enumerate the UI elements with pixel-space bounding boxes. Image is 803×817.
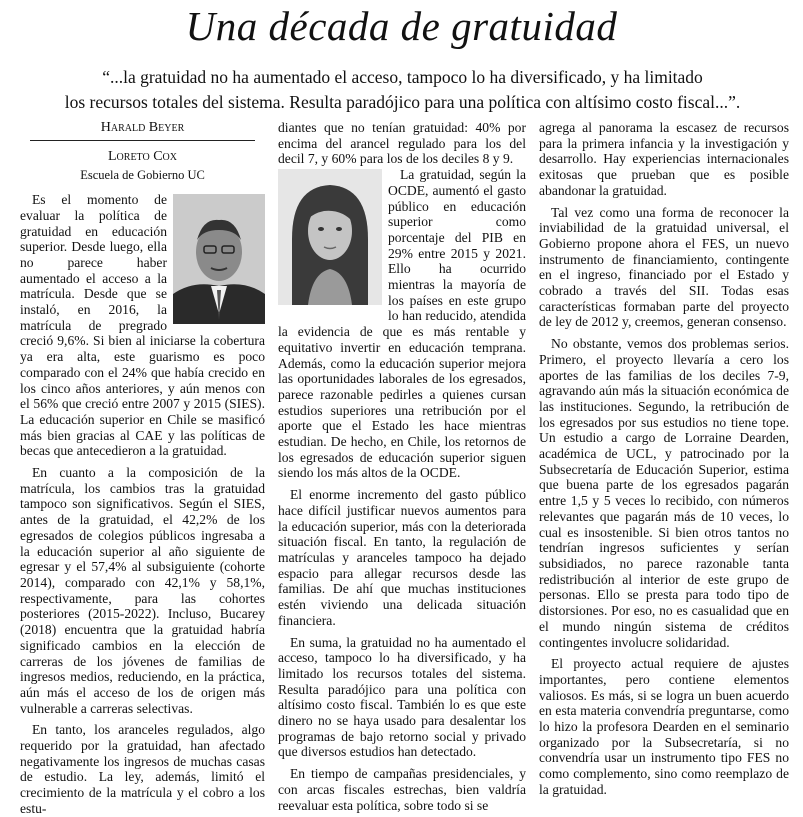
headline: Una década de gratuidad xyxy=(185,3,618,49)
author-photo-cox xyxy=(278,169,382,305)
author-name-1: Harald Beyer xyxy=(100,120,185,135)
paragraph: En cuanto a la composición de la matrícula, los cambios tras la gratuidad tampoco son significativos. Según el SIES, antes de la gratuidad, el 42,2% de los egresados de colegios públicos ingresaba a la educación superior al año siguiente de egresar y el 57,4% al subsiguiente (cohorte 2014), comparado con 42,1% y 58,1%, respectivamente, para las cohortes posteriores (2015-2022). Incluso, Bucarey (2018) encuentra que la gratuidad habría significado cambios en la elección de carreras de los jóvenes de familias de ingresos medios, reduciendo, en la práctica, aún más el acceso de los de origen más vulnerable a carreras selectivas. xyxy=(20,465,265,716)
author-photo-beyer xyxy=(173,194,265,324)
paragraph: En tanto, los aranceles regulados, algo requerido por la gratuidad, han afectado negativamente los ingresos de muchas casas de estudio. La ley, además, limitó el crecimiento de la matrícula y el cobro a los estu- xyxy=(20,722,265,816)
paragraph: Tal vez como una forma de reconocer la inviabilidad de la gratuidad universal, el Gobierno propone ahora el FES, un nuevo instrumento de financiamiento, contingente en el ingreso, financiado por el Estado y cobrado a través del SII. Todas esas características formaban parte del proyecto de ley de 2012 y, creemos, generan consenso. xyxy=(539,204,789,330)
author-name-2: Loreto Cox xyxy=(108,148,177,164)
paragraph: En suma, la gratuidad no ha aumentado el acceso, tampoco lo ha diversificado, y ha limitado los recursos totales del sistema. Resulta paradójico para una política con altísimo costo fiscal. También lo es que este dinero no se haya usado para desalentar los programas de bajo retorno social y privado que diversos estudios han detectado. xyxy=(278,634,526,760)
pull-quote-line-2: los recursos totales del sistema. Resulta paradójico para una política con altísimo costo fiscal...”. xyxy=(64,92,741,112)
column-3 xyxy=(539,120,789,798)
column-2 xyxy=(278,120,526,813)
paragraph: En tiempo de campañas presidenciales, y con arcas fiscales estrechas, bien valdría reevaluar esta política, sobre todo si se xyxy=(278,766,526,813)
column-1 xyxy=(20,120,265,817)
author-divider xyxy=(30,140,255,141)
author-affiliation: Escuela de Gobierno UC xyxy=(80,168,205,183)
pull-quote-line-1: “...la gratuidad no ha aumentado el acceso, tampoco lo ha diversificado, y ha limitado xyxy=(102,67,703,87)
author-photo-cox-image xyxy=(278,169,382,305)
paragraph: Es el momento de evaluar la política de gratuidad en educación superior. Desde luego, ella no parece haber aumentado el acceso a la matrícula. Desde que se instaló, en 2016, la matrícula de pregrado creció 9,6%. Si bien al iniciarse la cobertura ya era alta, este guarismo es poco comparado con el 24% que había crecido en los cinco años anteriores, y aún menos con el 56% que creció entre 2007 y 2015 (SIES). La educación superior en Chile se masificó más bien gracias al CAE y las políticas de becas que antecedieron a la gratuidad. xyxy=(20,192,265,459)
paragraph: La gratuidad, según la OCDE, aumentó el gasto público en educación superior como porcentaje del PIB en 29% entre 2015 y 2021. Ello ha ocurrido mientras la mayoría de los países en este grupo lo han reducido, atendida la evidencia de que es más rentable y equitativo invertir en educación temprana. Además, como la educación superior mejora las oportunidades laborales de los egresados, parece razonable pedirles a quienes cursan estudios superiores una retribución por el aporte que el Estado les hace mientras estudian. De hecho, en Chile, los retornos de los egresados de educación superior siguen siendo los más altos de la OCDE. xyxy=(278,167,526,481)
paragraph: diantes que no tenían gratuidad: 40% por encima del arancel regulado para los del decil 7, y 60% para los de los deciles 8 y 9. xyxy=(278,120,526,167)
paragraph: El enorme incremento del gasto público hace difícil justificar nuevos aumentos para la educación superior, más con la deteriorada situación fiscal. En tanto, la regulación de matrículas y aranceles tampoco ha dejado espacio para allegar recursos desde las familias. De ahí que muchas instituciones estén viviendo una delicada situación financiera. xyxy=(278,487,526,628)
paragraph: No obstante, vemos dos problemas serios. Primero, el proyecto llevaría a cero los aportes de las familias de los deciles 7-9, agravando aún más la situación económica de las instituciones. Segundo, la retribución de los egresados por sus estudios no tiene tope. Un estudio a cargo de Lorraine Dearden, académica de UCL, y patrocinado por la Subsecretaría de Educación Superior, estima que buena parte de los egresados pagarán entre 1,5 y 5 veces lo recibido, con números relevantes que pagarán más de 10 veces, lo cual es insostenible. Si bien otros tantos no tendrían ingresos suficientes y serían subsidiados, no parece razonable tanta redistribución al interior de este grupo de personas. Ello se presta para todo tipo de distorsiones. Por eso, no es casualidad que en el mundo ningún sistema de créditos contingentes involucre solidaridad. xyxy=(539,336,789,650)
paragraph: El proyecto actual requiere de ajustes importantes, pero contiene elementos valiosos. Es más, si se logra un buen acuerdo en esta materia convendría preguntarse, como lo hizo la profesora Dearden en el seminario organizado por la Subsecretaría, si no convendría usar un instrumento tipo FES no como complemento, sino como reemplazo de la gratuidad. xyxy=(539,656,789,797)
paragraph: agrega al panorama la escasez de recursos para la primera infancia y la investigación y desarrollo. Hay experiencias internacionales exitosas que prueban que es posible abandonar la gratuidad. xyxy=(539,120,789,198)
author-photo-beyer-image xyxy=(173,194,265,324)
